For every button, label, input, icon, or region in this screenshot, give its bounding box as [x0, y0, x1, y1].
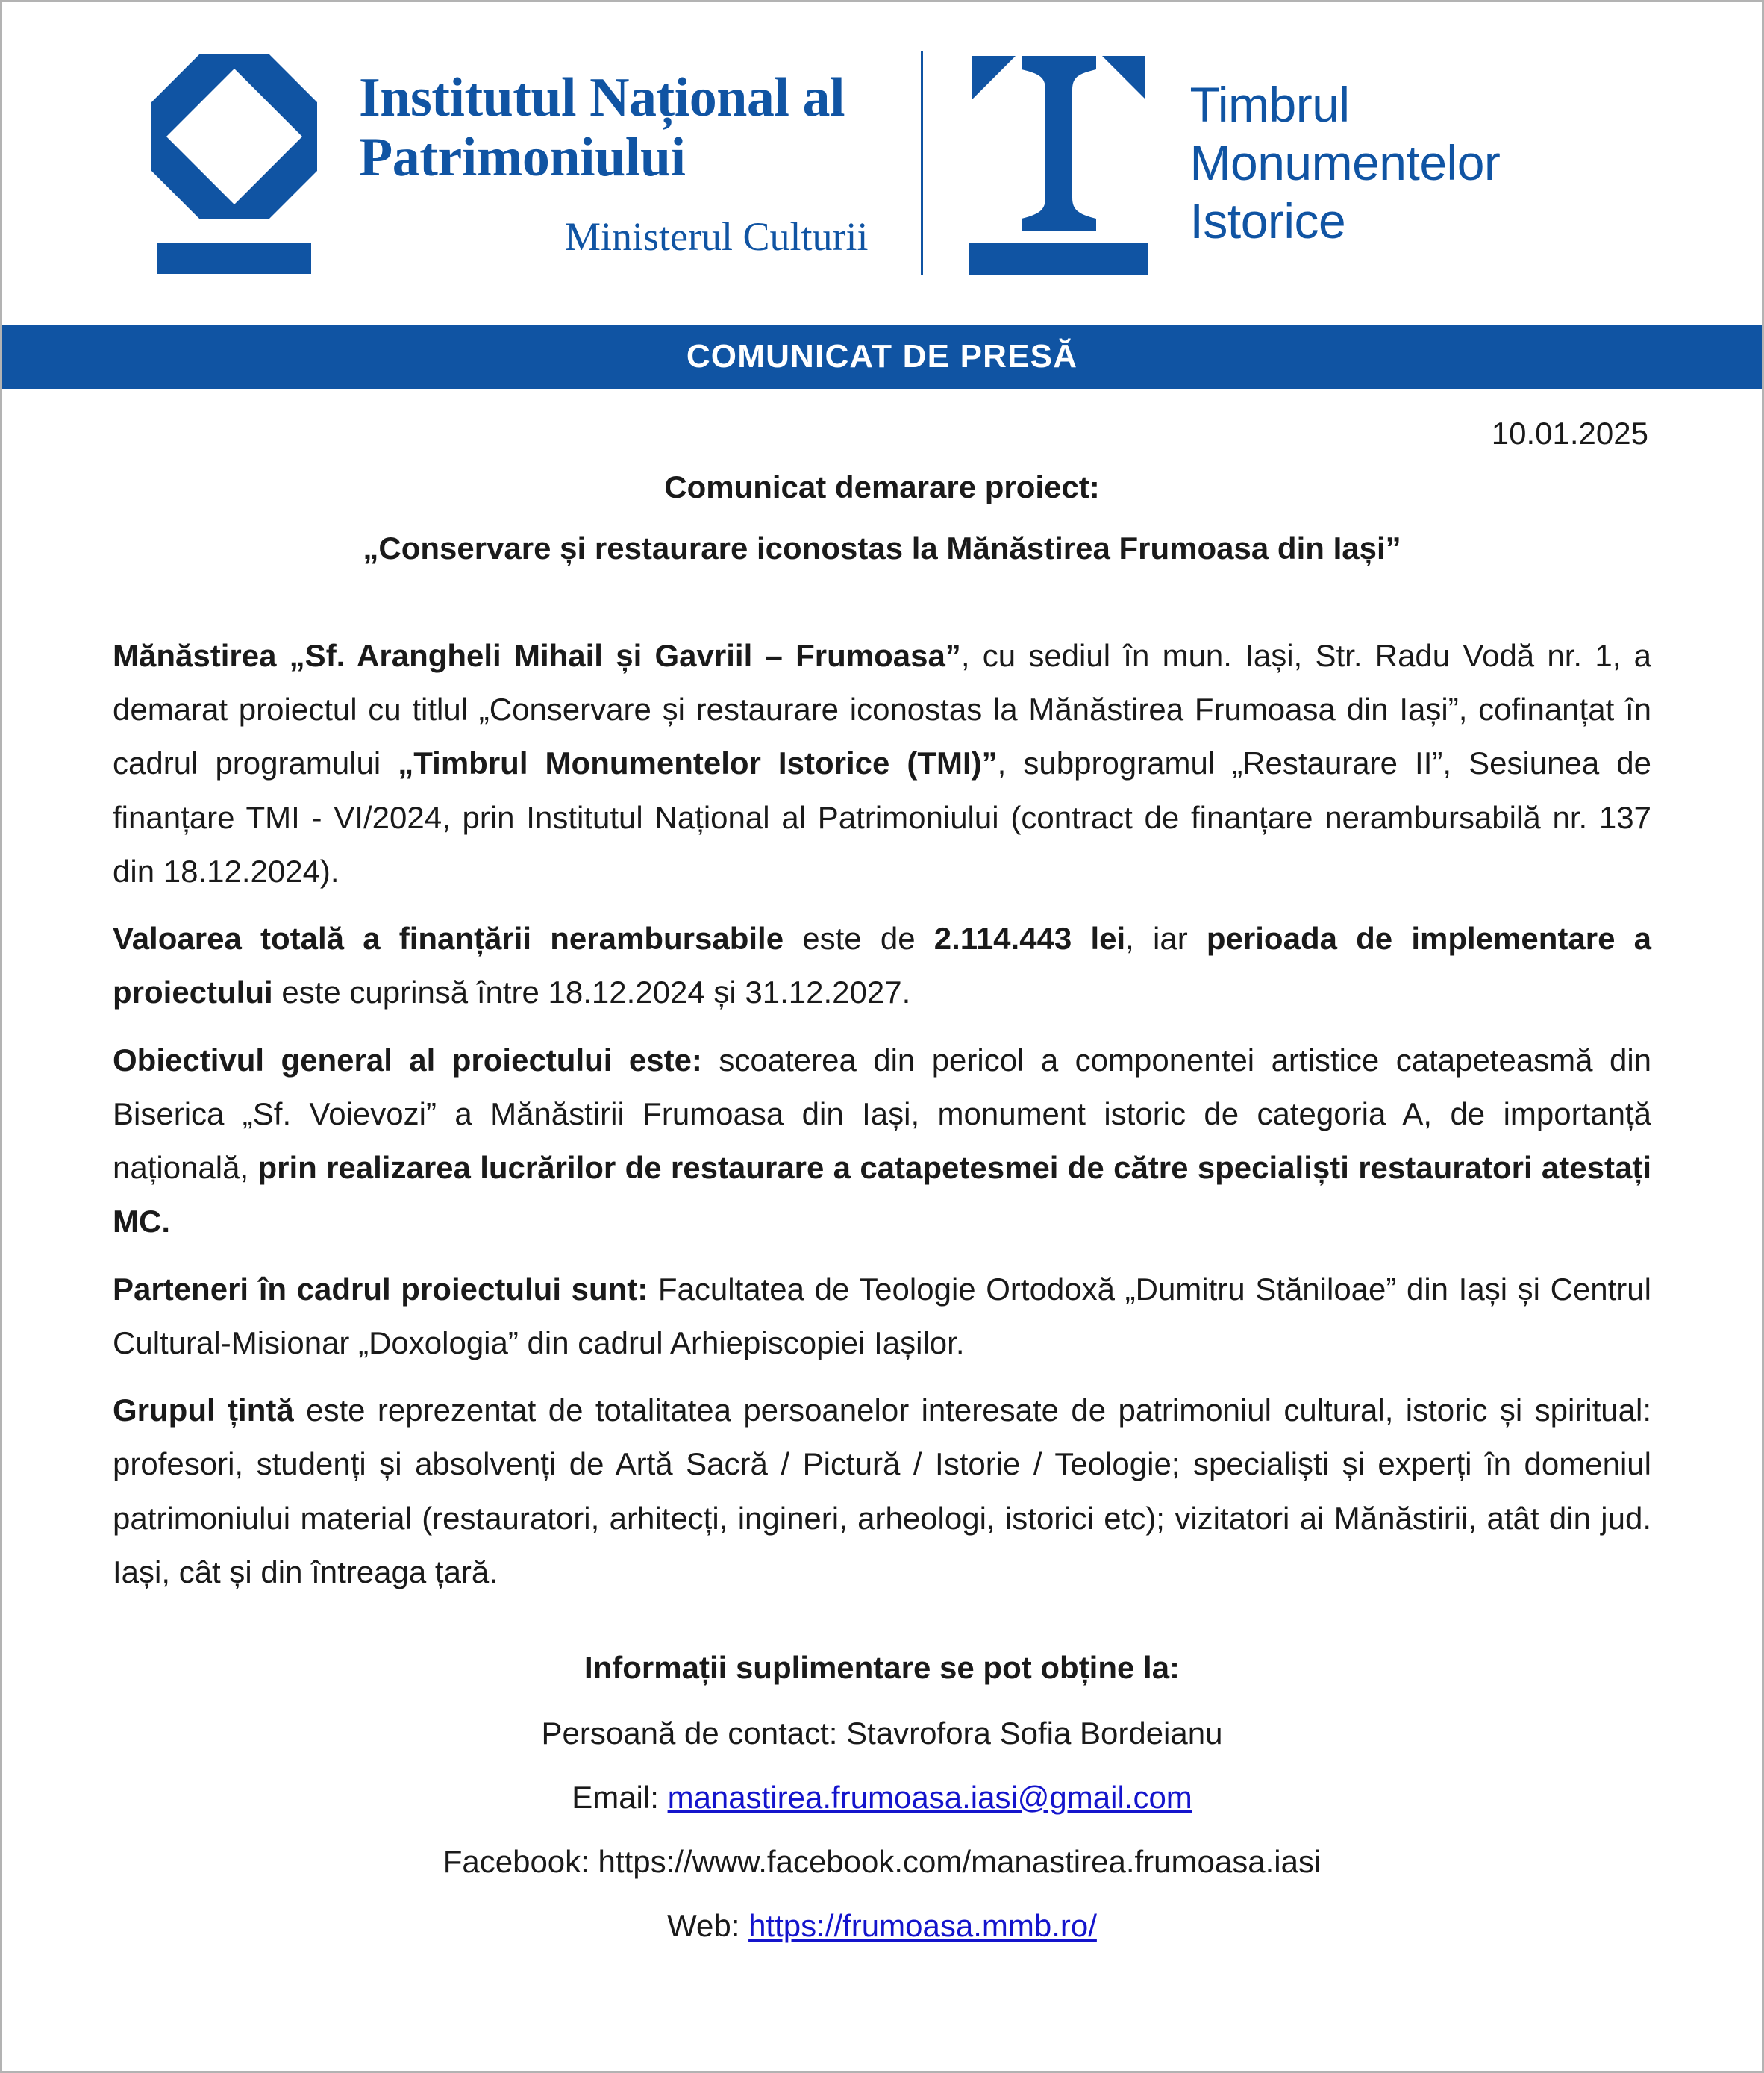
text-run: , subprogramul „Restaurare II”, Sesiunea de finanțare TMI - VI/2024, prin Institutul Național al Patrimoniului (contract de finanțare nerambursabilă nr. 137 din 18.12.2024).: [113, 745, 1651, 889]
facebook-value[interactable]: https://www.facebook.com/manastirea.frumoasa.iasi: [598, 1843, 1322, 1879]
text-run-bold: Obiectivul general al proiectului este:: [113, 1042, 702, 1078]
web-line: [113, 1908, 1651, 1944]
document-title-line2: „Conservare și restaurare iconostas la Mănăstirea Frumoasa din Iași”: [363, 531, 1401, 566]
inp-title-line1: Institutul Național al: [359, 66, 845, 128]
text-run: scoaterea din pericol a componentei artistice catapeteasmă din Biserica „Sf. Voievozi” a Mănăstirii Frumoasa din Iași, monument istoric de categoria A, de importanță națională,: [113, 1042, 1652, 1186]
octagon-diamond-svg: [151, 54, 317, 219]
text-run-bold: perioada de implementare a proiectului: [113, 921, 1652, 1010]
paragraph-p1: [113, 629, 1651, 898]
banner-label: COMUNICAT DE PRESĂ: [686, 338, 1078, 375]
paragraph-p3: [113, 1034, 1651, 1249]
text-run: este de: [784, 921, 934, 957]
text-run: este reprezentat de totalitatea persoanelor interesate de patrimoniul cultural, istoric și spiritual: profesori, studenți și absolvenți de Artă Sacră / Pictură / Istorie / Teologie; specialiști și experți în domeniul patrimoniului material (restauratori, arhitecți, ingineri, arheologi, istorici etc); vizitatori ai Mănăstirii, atât din jud. Iași, cât și din întreaga țară.: [113, 1392, 1651, 1589]
text-run-bold: 2.114.443 lei: [933, 921, 1126, 957]
inp-logo-bar: [157, 243, 311, 274]
tmi-line2: Monumentelor: [1189, 135, 1501, 191]
paragraph-p2: [113, 912, 1651, 1019]
header-divider: [921, 51, 923, 275]
text-run-bold: „Timbrul Monumentelor Istorice (TMI)”: [398, 745, 998, 781]
octagon-diamond-icon: [151, 54, 317, 274]
paragraph-p4: [113, 1263, 1651, 1370]
document-date: 10.01.2025: [1491, 416, 1648, 451]
text-run: este cuprinsă între 18.12.2024 și 31.12.2027.: [272, 975, 911, 1010]
text-run: , cu sediul în mun. Iași, Str. Radu Vodă nr. 1, a demarat proiectul cu titlul „Conservare și restaurare iconostas la Mănăstirea Frumoasa din Iași”, cofinanțat în cadrul programului: [113, 638, 1651, 781]
tmi-logo-block: [969, 51, 1501, 275]
paragraph-p5: [113, 1383, 1651, 1599]
paragraph-list: [113, 629, 1651, 1599]
text-run-bold: Valoarea totală a finanțării nerambursabile: [113, 921, 784, 957]
text-run-bold: Grupul țintă: [113, 1392, 294, 1428]
text-run-bold: Parteneri în cadrul proiectului sunt:: [113, 1271, 648, 1307]
email-line: [113, 1780, 1651, 1816]
press-release-banner: [2, 325, 1762, 389]
text-run-bold: prin realizarea lucrărilor de restaurare a catapetesmei de către specialiști restauratori atestați MC.: [113, 1150, 1651, 1239]
document-title-line1: Comunicat demarare proiect:: [664, 469, 1100, 504]
footer-heading: Informații suplimentare se pot obține la:: [584, 1649, 1180, 1685]
tmi-line1: Timbrul: [1189, 77, 1350, 133]
tmi-line3: Istorice: [1189, 193, 1346, 248]
facebook-label: Facebook:: [442, 1843, 589, 1879]
tmi-logo-bar: [969, 243, 1148, 275]
inp-subtitle: Ministerul Culturii: [565, 213, 869, 259]
tmi-wordmark: [1190, 76, 1501, 251]
facebook-line: [113, 1844, 1651, 1880]
contact-person: Persoană de contact: Stavrofora Sofia Bordeianu: [541, 1715, 1223, 1751]
email-label: Email:: [572, 1779, 659, 1815]
text-run: Facultatea de Teologie Ortodoxă „Dumitru Stăniloae” din Iași și Centrul Cultural-Misionar „Doxologia” din cadrul Arhiepiscopiei Iașilor.: [113, 1271, 1651, 1360]
text-run-bold: Mănăstirea „Sf. Arangheli Mihail și Gavriil – Frumoasa”: [113, 638, 961, 673]
document-body: [2, 389, 1762, 1599]
serif-t-column-icon: [969, 51, 1148, 275]
inp-logo-block: [151, 54, 869, 274]
serif-t-column-svg: [969, 51, 1148, 243]
inp-wordmark: [359, 66, 869, 259]
inp-title-line2: Patrimoniului: [359, 126, 686, 188]
text-run: , iar: [1125, 921, 1207, 957]
web-label: Web:: [667, 1907, 740, 1943]
contact-footer: [2, 1613, 1762, 1944]
web-link[interactable]: https://frumoasa.mmb.ro/: [748, 1907, 1097, 1943]
email-link[interactable]: manastirea.frumoasa.iasi@gmail.com: [667, 1779, 1192, 1815]
document-header: [2, 2, 1762, 325]
